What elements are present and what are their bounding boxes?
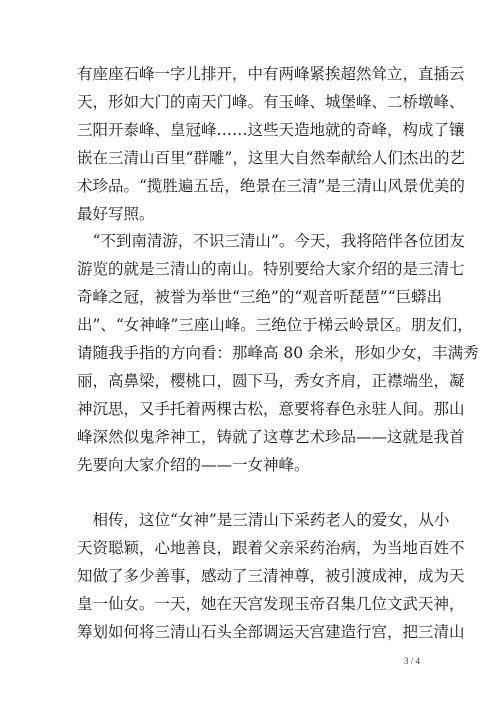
text-line: 有座座石峰一字儿排开，中有两峰紧挨超然耸立，直插云	[77, 65, 465, 83]
text-line: 先要向大家介绍的——一女神峰。	[77, 456, 310, 474]
text-line: 出”、“女神峰”三座山峰。三绝位于梯云岭景区。朋友们，	[77, 316, 473, 334]
text-line: 相传，这位“女神”是三清山下采药老人的爱女，从小	[77, 511, 450, 529]
paragraph-2	[77, 227, 479, 479]
text-line: 奇峰之冠，被誉为举世“三绝”的“观音听琵琶”“巨蟒出	[77, 288, 443, 306]
page-number: 3 / 4	[403, 656, 420, 666]
text-line: 神沉思，又手托着两棵古松，意要将春色永驻人间。那山	[77, 400, 465, 418]
text-line: 请随我手指的方向看：那峰高 80 余米，形如少女，丰满秀	[77, 344, 479, 362]
text-line: 皇一仙女。一天，她在天宫发现玉帝召集几位文武天神，	[77, 595, 465, 613]
text-line: 筹划如何将三清山石头全部调运天宫建造行宫，把三清山	[77, 623, 465, 641]
text-line: 知做了多少善事，感动了三清神尊，被引渡成神，成为天	[77, 567, 465, 585]
text-line: 天资聪颖，心地善良，跟着父亲采药治病，为当地百姓不	[77, 539, 465, 557]
text-line: “不到南清游，不识三清山”。今天，我将陪伴各位团友	[77, 232, 465, 250]
text-line: 三阳开泰峰、皇冠峰……这些天造地就的奇峰，构成了镶	[77, 121, 465, 139]
text-line: 最好写照。	[77, 205, 155, 223]
text-line: 天，形如大门的南天门峰。有玉峰、城堡峰、二桥墩峰、	[77, 93, 465, 111]
text-line: 丽，高鼻梁，樱桃口，圆下马，秀女齐肩，正襟端坐，凝	[77, 372, 465, 390]
paragraph-1	[77, 60, 465, 228]
text-line: 嵌在三清山百里“群雕”，这里大自然奉献给人们杰出的艺	[77, 149, 465, 167]
text-line: 峰深然似鬼斧神工，铸就了这尊艺术珍品——这就是我首	[77, 428, 465, 446]
text-line: 术珍品。“揽胜遍五岳，绝景在三清”是三清山风景优美的	[77, 177, 465, 195]
text-line: 游览的就是三清山的南山。特别要给大家介绍的是三清七	[77, 260, 465, 278]
paragraph-3	[77, 506, 465, 646]
